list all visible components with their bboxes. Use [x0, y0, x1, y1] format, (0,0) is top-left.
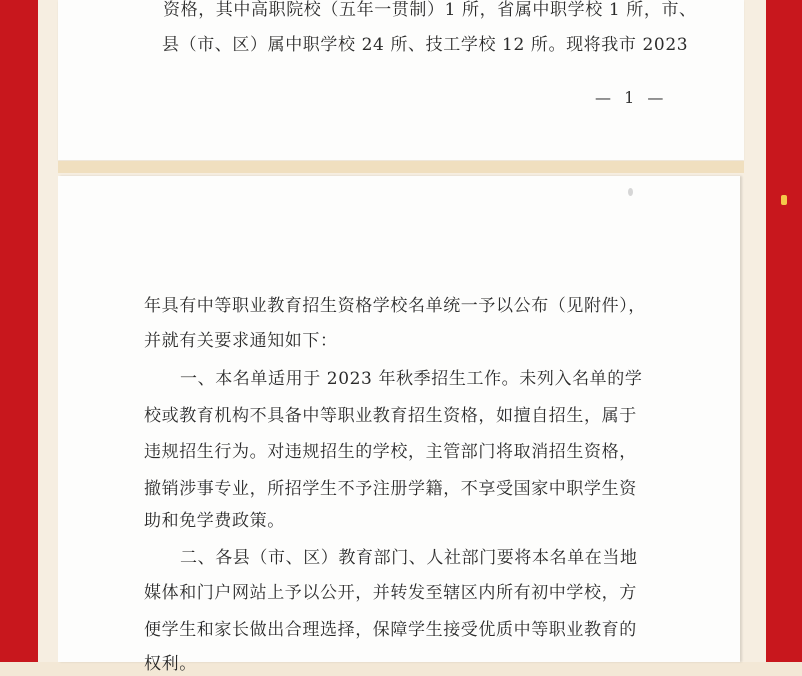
- page2-line-3: 一、本名单适用于 2023 年秋季招生工作。未列入名单的学: [180, 369, 643, 389]
- page2-line-8: 二、各县（市、区）教育部门、人社部门要将本名单在当地: [180, 548, 638, 568]
- scan-mark: [628, 188, 633, 196]
- page2-line-11: 权利。: [144, 654, 197, 674]
- page2-line-5: 违规招生行为。对违规招生的学校，主管部门将取消招生资格，: [144, 442, 637, 462]
- decorative-ornament-icon: [781, 195, 787, 205]
- page2-line-10: 便学生和家长做出合理选择，保障学生接受优质中等职业教育的: [144, 620, 637, 640]
- page2-line-7: 助和免学费政策。: [144, 511, 285, 531]
- page1-line-2: 县（市、区）属中职学校 24 所、技工学校 12 所。现将我市 2023: [162, 35, 689, 55]
- page1-line-1: 资格，其中高职院校（五年一贯制）1 所，省属中职学校 1 所，市、: [163, 0, 697, 20]
- left-red-border: [0, 0, 38, 662]
- page-divider: [58, 161, 744, 173]
- right-red-border: [766, 0, 802, 662]
- page2-line-2: 并就有关要求通知如下：: [144, 331, 338, 351]
- page2-line-4: 校或教育机构不具备中等职业教育招生资格，如擅自招生，属于: [144, 406, 637, 426]
- page2-line-9: 媒体和门户网站上予以公开，并转发至辖区内所有初中学校，方: [144, 583, 637, 603]
- document-page-1: [58, 0, 744, 160]
- page2-line-6: 撤销涉事专业，所招学生不予注册学籍，不享受国家中职学生资: [144, 479, 637, 499]
- page2-line-1: 年具有中等职业教育招生资格学校名单统一予以公布（见附件），: [144, 296, 646, 316]
- page-number: — 1 —: [595, 88, 668, 107]
- document-page-2: [58, 176, 740, 674]
